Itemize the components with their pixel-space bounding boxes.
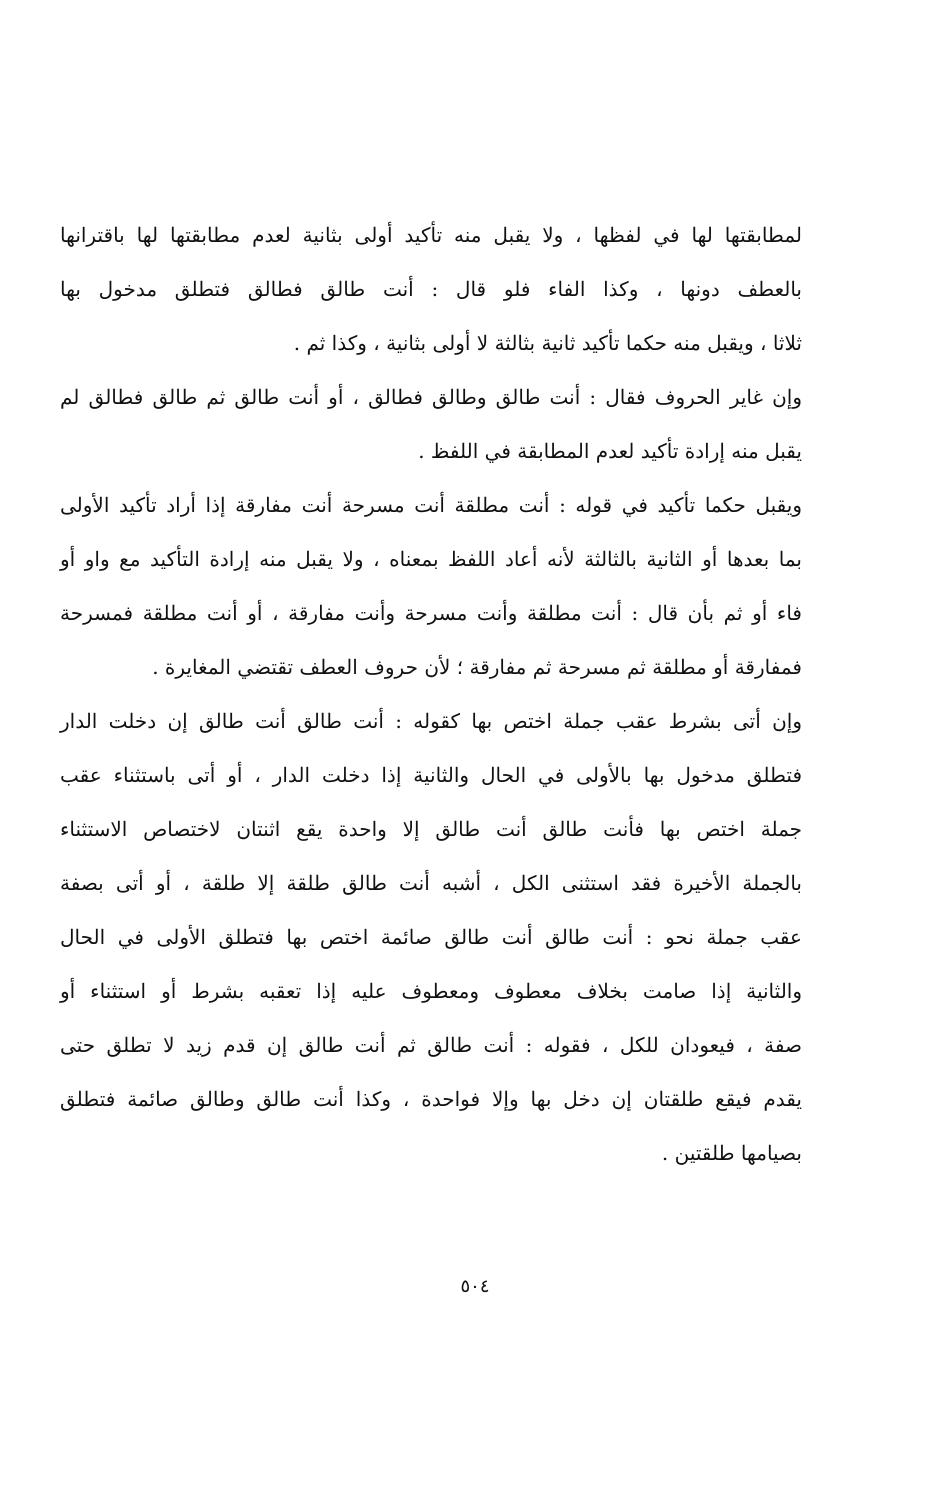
text-line: وإن غاير الحروف فقال : أنت طالق وطالق فطالق ، أو أنت طالق ثم طالق فطالق لم [60, 385, 802, 409]
text-line: والثانية إذا صامت بخلاف معطوف ومعطوف عليه إذا تعقبه بشرط أو استثناء أو [60, 979, 802, 1003]
text-line: صفة ، فيعودان للكل ، فقوله : أنت طالق ثم أنت طالق إن قدم زيد لا تطلق حتى [60, 1033, 802, 1057]
text-line: عقب جملة نحو : أنت طالق أنت طالق صائمة اختص بها فتطلق الأولى في الحال [60, 925, 802, 949]
page-number: ٥٠٤ [460, 1276, 490, 1297]
text-line: جملة اختص بها فأنت طالق أنت طالق إلا واحدة يقع اثنتان لاختصاص الاستثناء [60, 817, 802, 841]
text-line: بالعطف دونها ، وكذا الفاء فلو قال : أنت طالق فطالق فتطلق مدخول بها [60, 277, 802, 301]
text-line: يقبل منه إرادة تأكيد لعدم المطابقة في اللفظ . [418, 439, 802, 463]
body-text [60, 208, 802, 1180]
text-line: فاء أو ثم بأن قال : أنت مطلقة وأنت مسرحة وأنت مفارقة ، أو أنت مطلقة فمسرحة [60, 601, 802, 625]
text-line: بما بعدها أو الثانية بالثالثة لأنه أعاد اللفظ بمعناه ، ولا يقبل منه إرادة التأكيد مع واو أو [60, 547, 802, 571]
text-line: وإن أتى بشرط عقب جملة اختص بها كقوله : أنت طالق أنت طالق إن دخلت الدار [60, 709, 802, 733]
text-line: ويقبل حكما تأكيد في قوله : أنت مطلقة أنت مسرحة أنت مفارقة إذا أراد تأكيد الأولى [60, 493, 802, 517]
text-line: بصيامها طلقتين . [661, 1141, 802, 1165]
text-line: فتطلق مدخول بها بالأولى في الحال والثانية إذا دخلت الدار ، أو أتى باستثناء عقب [60, 763, 802, 787]
text-line: لمطابقتها لها في لفظها ، ولا يقبل منه تأكيد أولى بثانية لعدم مطابقتها لها باقترانها [60, 223, 802, 247]
text-line: يقدم فيقع طلقتان إن دخل بها وإلا فواحدة ، وكذا أنت طالق وطالق صائمة فتطلق [60, 1087, 802, 1111]
text-line: ثلاثا ، ويقبل منه حكما تأكيد ثانية بثالثة لا أولى بثانية ، وكذا ثم . [293, 331, 802, 355]
text-line: فمفارقة أو مطلقة ثم مسرحة ثم مفارقة ؛ لأن حروف العطف تقتضي المغايرة . [152, 655, 802, 679]
text-line: بالجملة الأخيرة فقد استثنى الكل ، أشبه أنت طالق طلقة إلا طلقة ، أو أتى بصفة [60, 871, 802, 895]
